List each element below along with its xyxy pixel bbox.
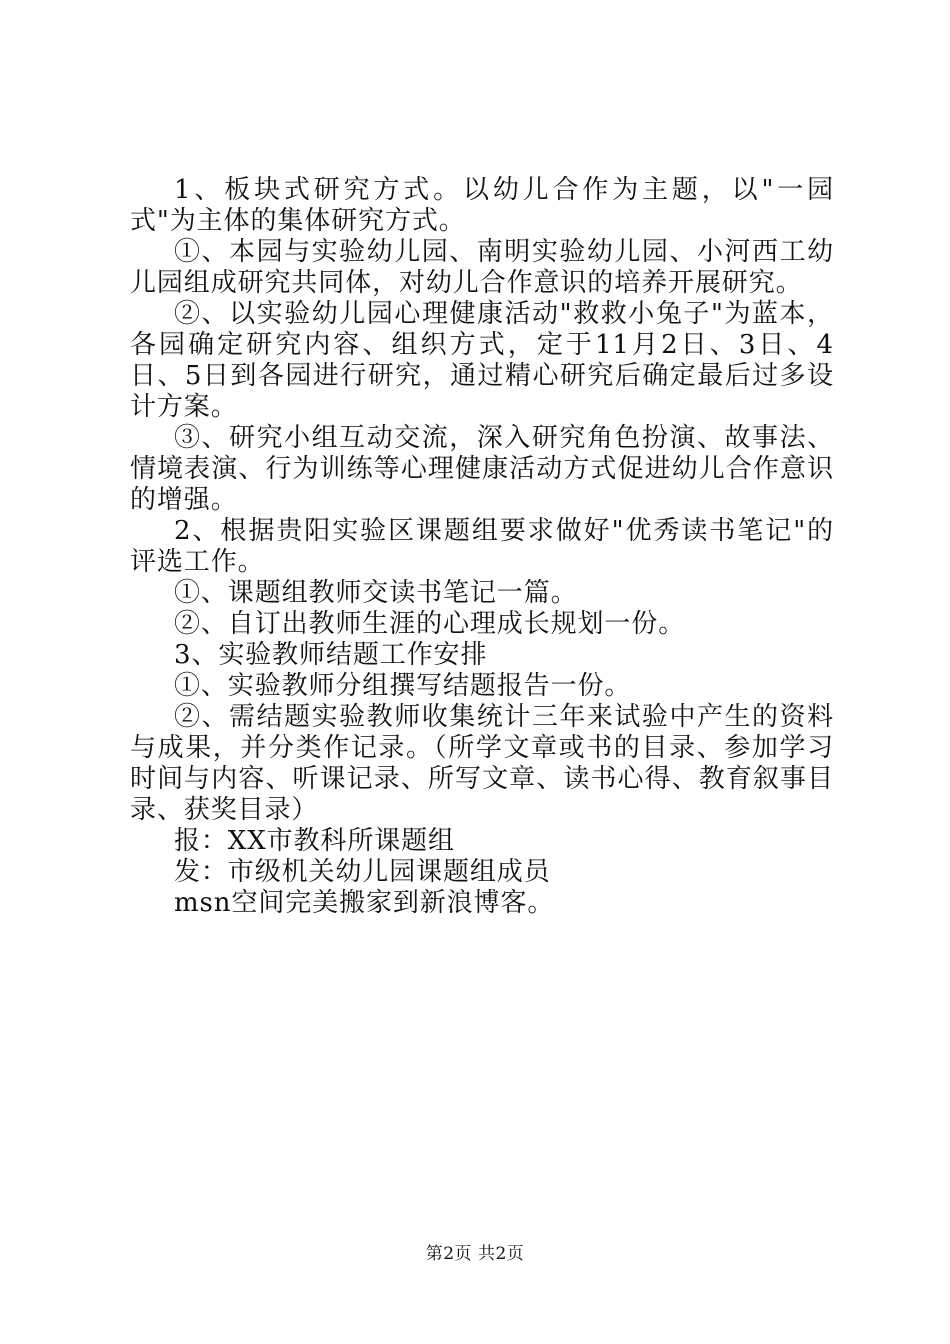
document-body	[130, 175, 834, 919]
paragraph: ①、实验教师分组撰写结题报告一份。	[174, 671, 632, 701]
paragraph: ①、本园与实验幼儿园、南明实验幼儿园、小河西工幼儿园组成研究共同体，对幼儿合作意识的培养开展研究。	[130, 237, 834, 298]
paragraph: 1、板块式研究方式。以幼儿合作为主题，以"一园式"为主体的集体研究方式。	[130, 175, 834, 236]
distribute-to-line: 发：市级机关幼儿园课题组成员	[174, 857, 551, 887]
paragraph: ②、需结题实验教师收集统计三年来试验中产生的资料与成果，并分类作记录。（所学文章或书的目录、参加学习时间与内容、听课记录、所写文章、读书心得、教育叙事目录、获奖目录）	[130, 702, 834, 825]
paragraph: 2、根据贵阳实验区课题组要求做好"优秀读书笔记"的评选工作。	[130, 516, 834, 577]
page-number-footer: 第2页 共2页	[425, 1244, 525, 1264]
report-to-line: 报：XX市教科所课题组	[174, 826, 455, 856]
closing-note: msn空间完美搬家到新浪博客。	[174, 888, 555, 918]
paragraph: ①、课题组教师交读书笔记一篇。	[174, 578, 578, 608]
paragraph: 3、实验教师结题工作安排	[174, 640, 488, 670]
paragraph: ②、自订出教师生涯的心理成长规划一份。	[174, 609, 686, 639]
paragraph: ②、以实验幼儿园心理健康活动"救救小兔子"为蓝本，各园确定研究内容、组织方式，定于11月2日、3日、4日、5日到各园进行研究，通过精心研究后确定最后过多设计方案。	[130, 299, 834, 422]
paragraph: ③、研究小组互动交流，深入研究角色扮演、故事法、情境表演、行为训练等心理健康活动方式促进幼儿合作意识的增强。	[130, 423, 834, 515]
